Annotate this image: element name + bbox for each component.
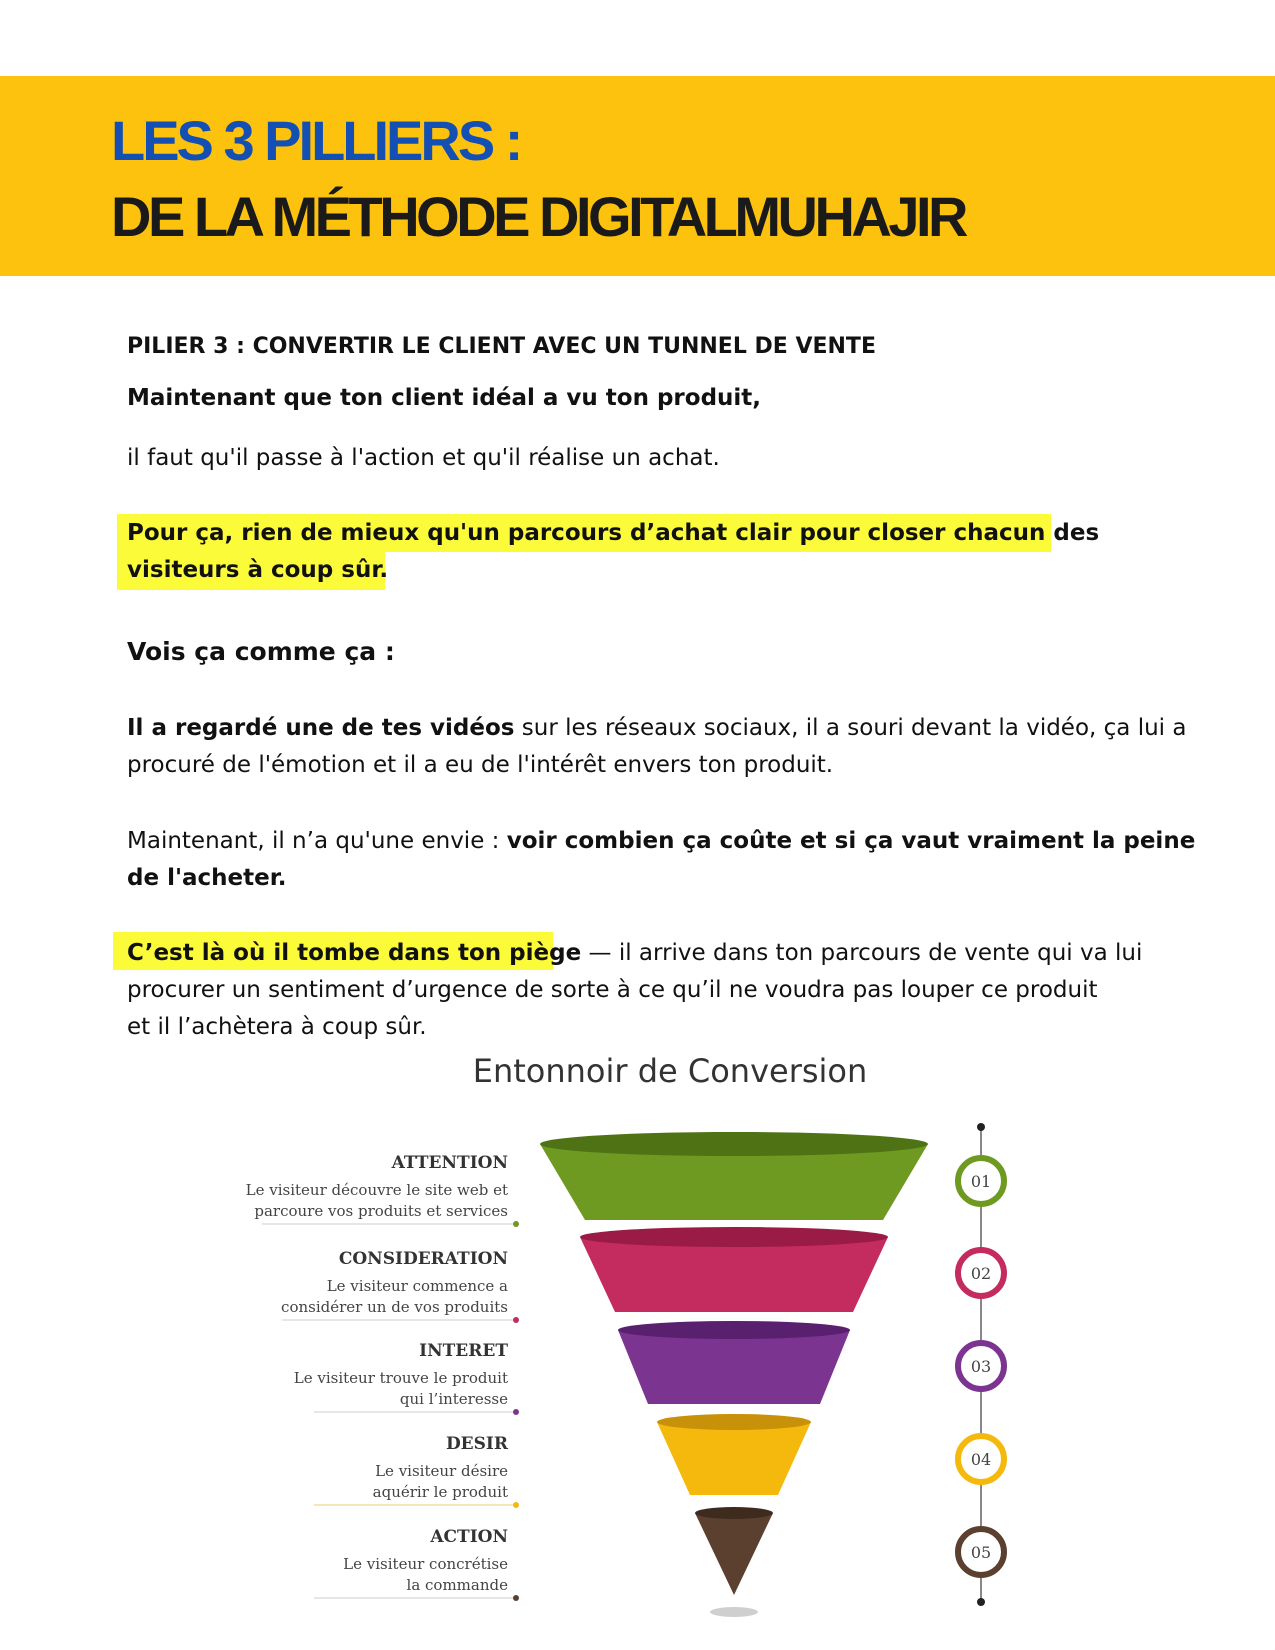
banner-title-line1: LES 3 PILLIERS : bbox=[111, 109, 521, 172]
funnel-shadow bbox=[710, 1607, 758, 1617]
paragraph-2-plain: Maintenant, il n’a qu'une envie : bbox=[127, 828, 507, 854]
funnel-segment-consideration bbox=[580, 1227, 888, 1312]
stage-title-desir: DESIR bbox=[445, 1434, 508, 1454]
stage-desc-consideration-2: considérer un de vos produits bbox=[281, 1298, 508, 1316]
number-badge-03 bbox=[958, 1343, 1004, 1389]
funnel-segment-desir bbox=[657, 1414, 811, 1495]
intro-bold: Maintenant que ton client idéal a vu ton produit, bbox=[127, 385, 762, 411]
number-badge-04 bbox=[958, 1436, 1004, 1482]
funnel-title: Entonnoir de Conversion bbox=[472, 1052, 868, 1090]
paragraph-3-highlight: C’est là où il tombe dans ton piège bbox=[127, 940, 582, 966]
number-badge-05 bbox=[958, 1529, 1004, 1575]
stage-desc-consideration-1: Le visiteur commence a bbox=[326, 1277, 508, 1295]
stage-desc-interet-1: Le visiteur trouve le produit bbox=[293, 1369, 508, 1387]
number-label-03: 03 bbox=[970, 1357, 992, 1376]
number-label-01: 01 bbox=[970, 1172, 992, 1191]
stage-desc-action-2: la commande bbox=[406, 1576, 508, 1594]
paragraph-1-line-2: procuré de l'émotion et il a eu de l'intérêt envers ton produit. bbox=[127, 752, 834, 778]
funnel-segment-action bbox=[695, 1507, 773, 1595]
stage-title-consideration: CONSIDERATION bbox=[338, 1249, 508, 1269]
number-label-04: 04 bbox=[970, 1450, 992, 1469]
number-badge-01 bbox=[958, 1158, 1004, 1204]
timeline-bottom-dot bbox=[977, 1598, 985, 1606]
paragraph-3-line-3: et il l’achètera à coup sûr. bbox=[127, 1014, 427, 1040]
paragraph-3-rest: — il arrive dans ton parcours de vente qui va lui bbox=[581, 940, 1143, 966]
number-label-05: 05 bbox=[970, 1543, 992, 1562]
timeline-top-dot bbox=[977, 1123, 985, 1131]
stage-title-action: ACTION bbox=[430, 1527, 508, 1547]
paragraph-2-line-2: de l'acheter. bbox=[127, 865, 287, 891]
stage-desc-attention-1: Le visiteur découvre le site web et bbox=[245, 1181, 508, 1199]
paragraph-2-bold: voir combien ça coûte et si ça vaut vraiment la peine bbox=[506, 828, 1196, 854]
stage-desc-attention-2: parcoure vos produits et services bbox=[254, 1202, 508, 1220]
funnel-segment-attention bbox=[540, 1132, 928, 1220]
paragraph-3-line-2: procurer un sentiment d’urgence de sorte à ce qu’il ne voudra pas louper ce produit bbox=[127, 977, 1098, 1003]
highlight-line-1: Pour ça, rien de mieux qu'un parcours d’achat clair pour closer chacun des bbox=[127, 520, 1100, 546]
highlight-line-2: visiteurs à coup sûr. bbox=[127, 557, 389, 583]
banner-title-line2: DE LA MÉTHODE DIGITALMUHAJIR bbox=[111, 185, 965, 248]
stage-desc-interet-2: qui l’interesse bbox=[399, 1390, 508, 1408]
stage-desc-action-1: Le visiteur concrétise bbox=[343, 1555, 508, 1573]
vois-heading: Vois ça comme ça : bbox=[127, 637, 395, 666]
number-label-02: 02 bbox=[970, 1264, 992, 1283]
number-badge-02 bbox=[958, 1250, 1004, 1296]
stage-desc-desir-2: aquérir le produit bbox=[372, 1483, 508, 1501]
intro-text: il faut qu'il passe à l'action et qu'il réalise un achat. bbox=[127, 445, 720, 471]
pilier-heading: PILIER 3 : CONVERTIR LE CLIENT AVEC UN TUNNEL DE VENTE bbox=[127, 334, 876, 359]
stage-title-attention: ATTENTION bbox=[391, 1153, 508, 1173]
stage-title-interet: INTERET bbox=[419, 1341, 508, 1361]
paragraph-1-rest: sur les réseaux sociaux, il a souri devant la vidéo, ça lui a bbox=[514, 715, 1187, 741]
paragraph-1-bold: Il a regardé une de tes vidéos bbox=[127, 715, 515, 741]
funnel-segment-interet bbox=[618, 1321, 850, 1404]
stage-desc-desir-1: Le visiteur désire bbox=[375, 1462, 508, 1480]
